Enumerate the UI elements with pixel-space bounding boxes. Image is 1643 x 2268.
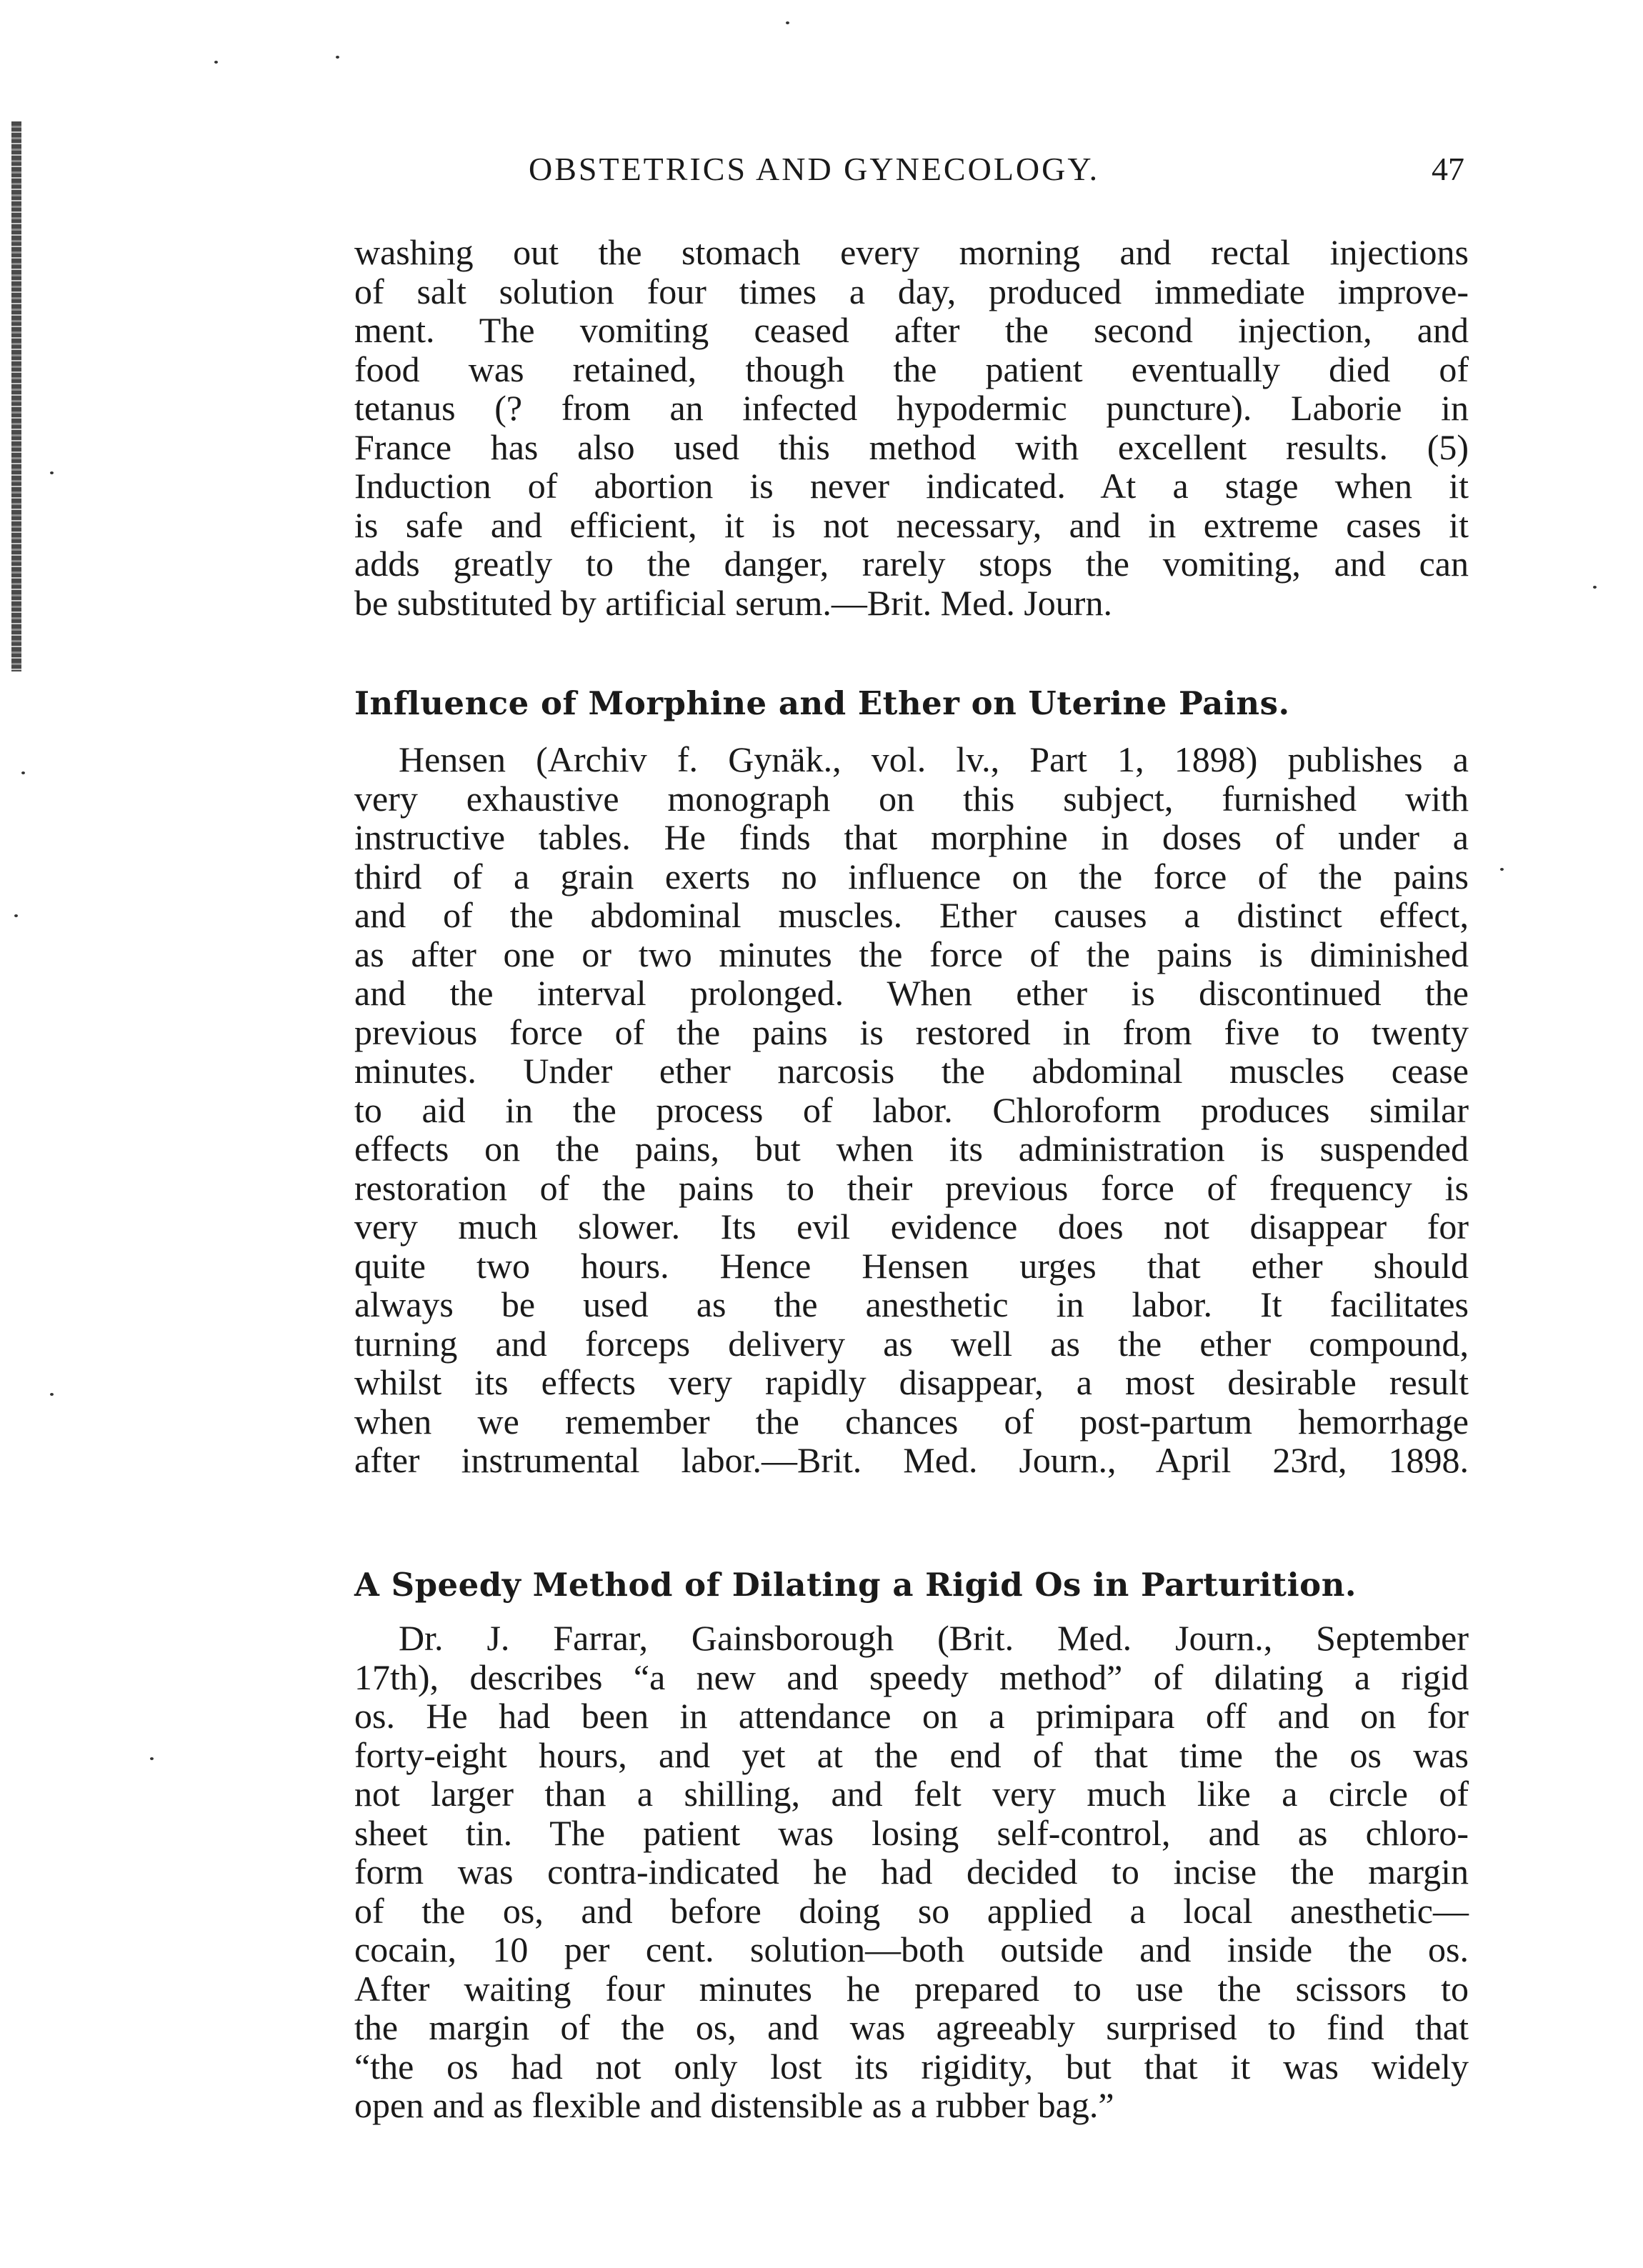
text-line: 17th), describes “a new and speedy method” of dilating a rigid: [354, 1657, 1469, 1697]
text-line: very much slower. Its evil evidence does not disappear for: [354, 1207, 1469, 1247]
text-line: previous force of the pains is restored in from five to twenty: [354, 1011, 1469, 1052]
text-line: adds greatly to the danger, rarely stops the vomiting, and can: [354, 544, 1469, 584]
running-head: [357, 150, 1464, 193]
section-heading-morphine-ether: Influence of Morphine and Ether on Uterine Pains.: [354, 684, 1290, 722]
text-line: food was retained, though the patient eventually died of: [354, 349, 1469, 389]
text-line: After waiting four minutes he prepared to use the scissors to: [354, 1968, 1469, 2009]
print-speck: [50, 471, 54, 474]
text-line: the margin of the os, and was agreeably surprised to find that: [354, 2007, 1469, 2047]
text-line: France has also used this method with excellent results. (5): [354, 426, 1469, 467]
print-speck: [14, 914, 18, 917]
running-title: OBSTETRICS AND GYNECOLOGY.: [529, 151, 1100, 187]
print-speck: [786, 21, 789, 24]
text-line: ment. The vomiting ceased after the second injection, and: [354, 310, 1469, 350]
text-line: instructive tables. He finds that morphine in doses of under a: [354, 817, 1469, 857]
section-heading-rigid-os: A Speedy Method of Dilating a Rigid Os in Parturition.: [354, 1566, 1357, 1604]
binding-edge: [11, 121, 21, 671]
text-line: sheet tin. The patient was losing self-control, and as chloro-: [354, 1812, 1469, 1853]
print-speck: [336, 56, 339, 59]
text-line: be substituted by artificial serum.—Brit. Med. Journ.: [354, 582, 1112, 623]
text-line: always be used as the anesthetic in labor. It facilitates: [354, 1284, 1469, 1324]
text-line: “the os had not only lost its rigidity, but that it was widely: [354, 2046, 1469, 2087]
text-line: third of a grain exerts no influence on the force of the pains: [354, 856, 1469, 896]
text-line: very exhaustive monograph on this subject, furnished with: [354, 778, 1469, 819]
text-line: washing out the stomach every morning and rectal injections: [354, 232, 1469, 272]
text-line: Hensen (Archiv f. Gynäk., vol. lv., Part 1, 1898) publishes a: [399, 739, 1469, 779]
text-line: of the os, and before doing so applied a local anesthetic—: [354, 1890, 1469, 1931]
print-speck: [1593, 586, 1597, 589]
text-line: not larger than a shilling, and felt very much like a circle of: [354, 1774, 1469, 1814]
text-line: when we remember the chances of post-partum hemorrhage: [354, 1401, 1469, 1442]
text-line: cocain, 10 per cent. solution—both outside and inside the os.: [354, 1929, 1469, 1969]
text-line: after instrumental labor.—Brit. Med. Journ., April 23rd, 1898.: [354, 1440, 1469, 1480]
continued-paragraph: [354, 233, 1469, 622]
text-line: Induction of abortion is never indicated. At a stage when it: [354, 466, 1469, 506]
print-speck: [150, 1757, 154, 1760]
text-line: to aid in the process of labor. Chloroform produces similar: [354, 1089, 1469, 1130]
text-line: of salt solution four times a day, produced immediate improve-: [354, 271, 1469, 311]
text-line: as after one or two minutes the force of the pains is diminished: [354, 934, 1469, 974]
text-line: quite two hours. Hence Hensen urges that ether should: [354, 1245, 1469, 1286]
text-line: tetanus (? from an infected hypodermic puncture). Laborie in: [354, 388, 1469, 428]
rigid-os-paragraph: [354, 1619, 1469, 2125]
text-line: whilst its effects very rapidly disappear, a most desirable result: [354, 1362, 1469, 1402]
text-line: restoration of the pains to their previous force of frequency is: [354, 1167, 1469, 1208]
text-line: is safe and efficient, it is not necessary, and in extreme cases it: [354, 504, 1469, 545]
morphine-ether-paragraph: [354, 740, 1469, 1480]
text-line: turning and forceps delivery as well as the ether compound,: [354, 1323, 1469, 1364]
text-line: Dr. J. Farrar, Gainsborough (Brit. Med. Journ., September: [399, 1618, 1469, 1658]
print-speck: [1500, 868, 1504, 871]
text-line: and of the abdominal muscles. Ether causes a distinct effect,: [354, 895, 1469, 935]
page-number: 47: [1432, 151, 1464, 187]
text-line: effects on the pains, but when its administration is suspended: [354, 1129, 1469, 1169]
text-line: minutes. Under ether narcosis the abdominal muscles cease: [354, 1051, 1469, 1091]
print-speck: [50, 1393, 54, 1396]
text-line: os. He had been in attendance on a primipara off and on for: [354, 1696, 1469, 1736]
print-speck: [214, 61, 218, 64]
text-line: open and as flexible and distensible as a rubber bag.”: [354, 2085, 1114, 2125]
text-line: form was contra-indicated he had decided to incise the margin: [354, 1852, 1469, 1892]
text-line: forty-eight hours, and yet at the end of that time the os was: [354, 1734, 1469, 1775]
print-speck: [21, 771, 25, 774]
text-line: and the interval prolonged. When ether is discontinued the: [354, 973, 1469, 1013]
